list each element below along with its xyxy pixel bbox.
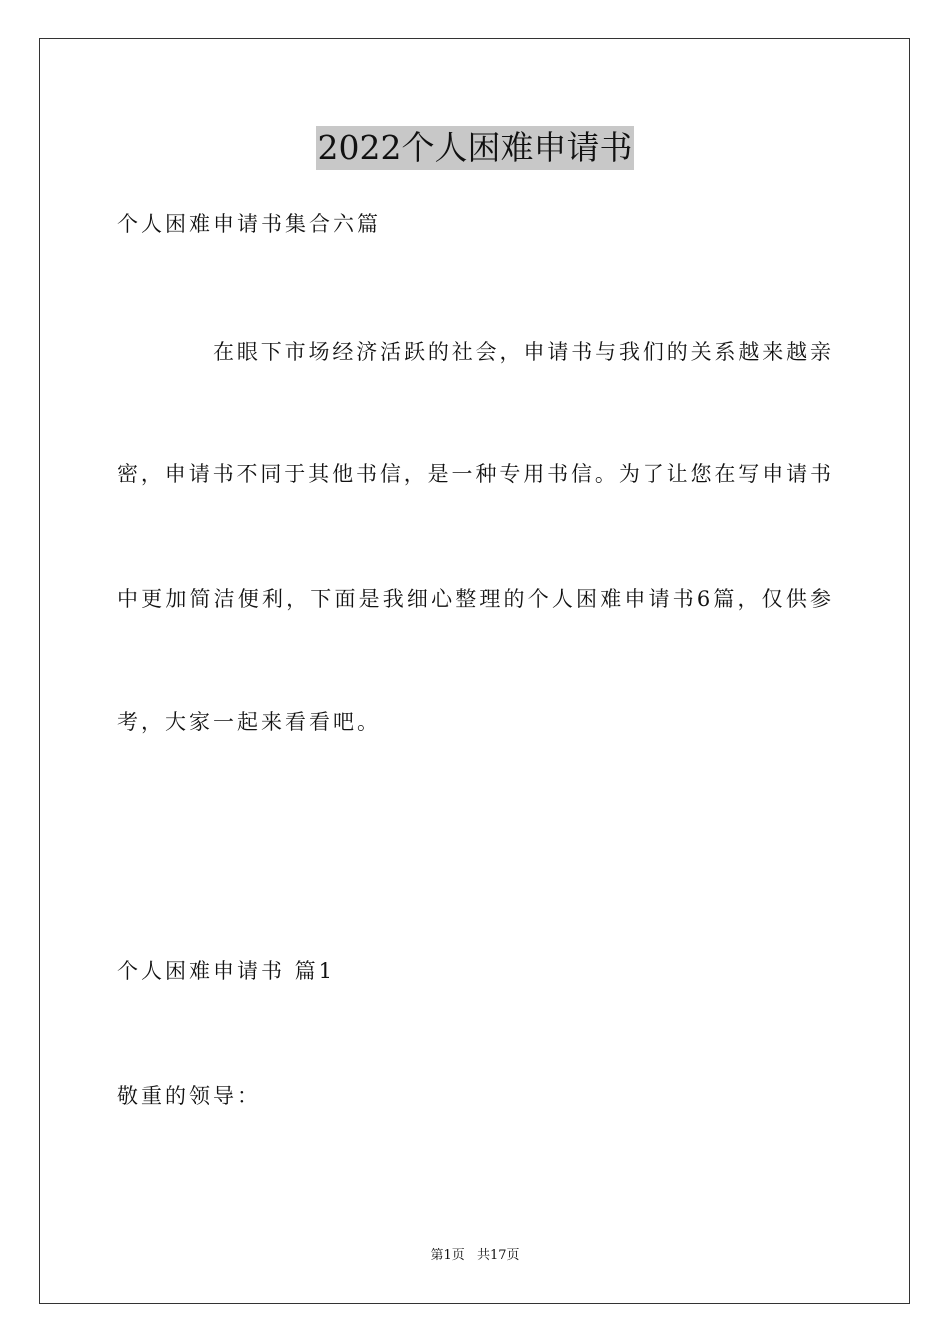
intro-line-3: 中更加简洁便利，下面是我细心整理的个人困难申请书6篇，仅供参 [117, 587, 833, 611]
salutation: 敬重的领导： [117, 1084, 261, 1108]
page-total: 共17页 [476, 1248, 520, 1263]
section-heading: 个人困难申请书 篇1 [117, 959, 336, 983]
page-number: 第1页 [430, 1248, 465, 1263]
intro-line-1: 在眼下市场经济活跃的社会，申请书与我们的关系越来越亲 [213, 340, 833, 364]
intro-line-2: 密，申请书不同于其他书信，是一种专用书信。为了让您在写申请书 [117, 462, 833, 486]
document-subtitle: 个人困难申请书集合六篇 [117, 212, 381, 236]
title-wrapper [0, 126, 950, 170]
document-title: 2022个人困难申请书 [316, 126, 635, 170]
intro-line-4: 考，大家一起来看看吧。 [117, 710, 381, 734]
page-footer [0, 1247, 950, 1265]
